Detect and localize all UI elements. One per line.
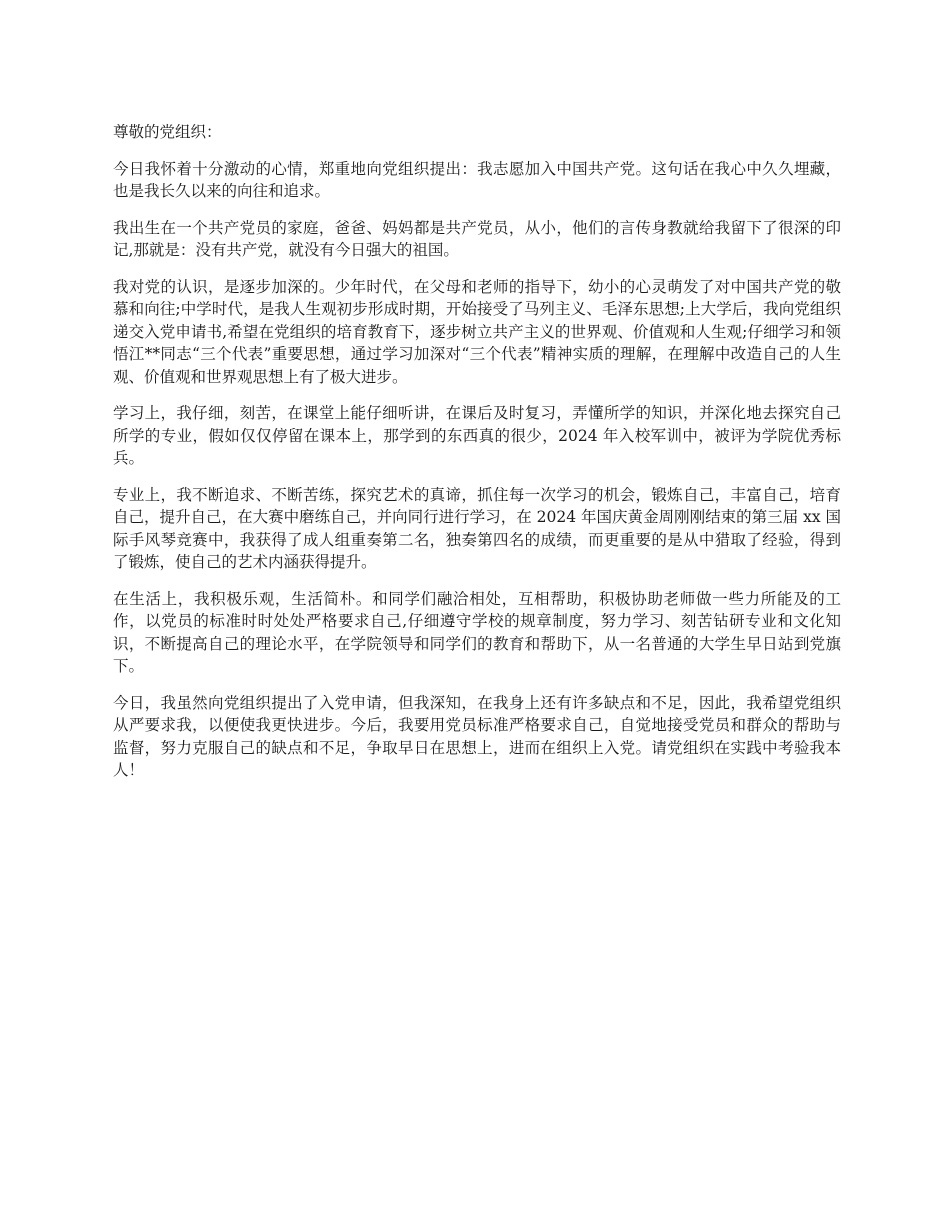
- paragraph-2: 我出生在一个共产党员的家庭，爸爸、妈妈都是共产党员，从小，他们的言传身教就给我留下了很深的印记,那就是：没有共产党，就没有今日强大的祖国。: [113, 218, 841, 259]
- paragraph-1: 今日我怀着十分激动的心情，郑重地向党组织提出：我志愿加入中国共产党。这句话在我心中久久埋藏，也是我长久以来的向往和追求。: [113, 159, 841, 200]
- document-page: [113, 121, 841, 796]
- paragraph-5: 专业上，我不断追求、不断苦练，探究艺术的真谛，抓住每一次学习的机会，锻炼自己，丰富自己，培育自己，提升自己，在大赛中磨练自己，并向同行进行学习，在 2024 年国庆黄金周刚刚结束的第三届 xx 国际手风琴竞赛中，我获得了成人组重奏第二名，独奏第四名的成绩，而更重要的是从中猎取了经验，得到了锻炼，使自己的艺术内涵获得提升。: [113, 485, 841, 571]
- paragraph-3: 我对党的认识，是逐步加深的。少年时代，在父母和老师的指导下，幼小的心灵萌发了对中国共产党的敬慕和向往;中学时代，是我人生观初步形成时期，开始接受了马列主义、毛泽东思想;上大学后，我向党组织递交入党申请书,希望在党组织的培育教育下，逐步树立共产主义的世界观、价值观和人生观;仔细学习和领悟江**同志“三个代表”重要思想，通过学习加深对“三个代表”精神实质的理解，在理解中改造自己的人生观、价值观和世界观思想上有了极大进步。: [113, 277, 841, 386]
- paragraph-6: 在生活上，我积极乐观，生活简朴。和同学们融洽相处，互相帮助，积极协助老师做一些力所能及的工作，以党员的标准时时处处严格要求自己,仔细遵守学校的规章制度，努力学习、刻苦钻研专业和文化知识，不断提高自己的理论水平，在学院领导和同学们的教育和帮助下，从一名普通的大学生早日站到党旗下。: [113, 589, 841, 675]
- paragraph-7: 今日，我虽然向党组织提出了入党申请，但我深知，在我身上还有许多缺点和不足，因此，我希望党组织从严要求我，以便使我更快进步。今后，我要用党员标准严格要求自己，自觉地接受党员和群众的帮助与监督，努力克服自己的缺点和不足，争取早日在思想上，进而在组织上入党。请党组织在实践中考验我本人！: [113, 693, 841, 779]
- paragraph-4: 学习上，我仔细，刻苦，在课堂上能仔细听讲，在课后及时复习，弄懂所学的知识，并深化地去探究自己所学的专业，假如仅仅停留在课本上，那学到的东西真的很少，2024 年入校军训中，被评为学院优秀标兵。: [113, 404, 841, 467]
- salutation: 尊敬的党组织：: [113, 123, 222, 141]
